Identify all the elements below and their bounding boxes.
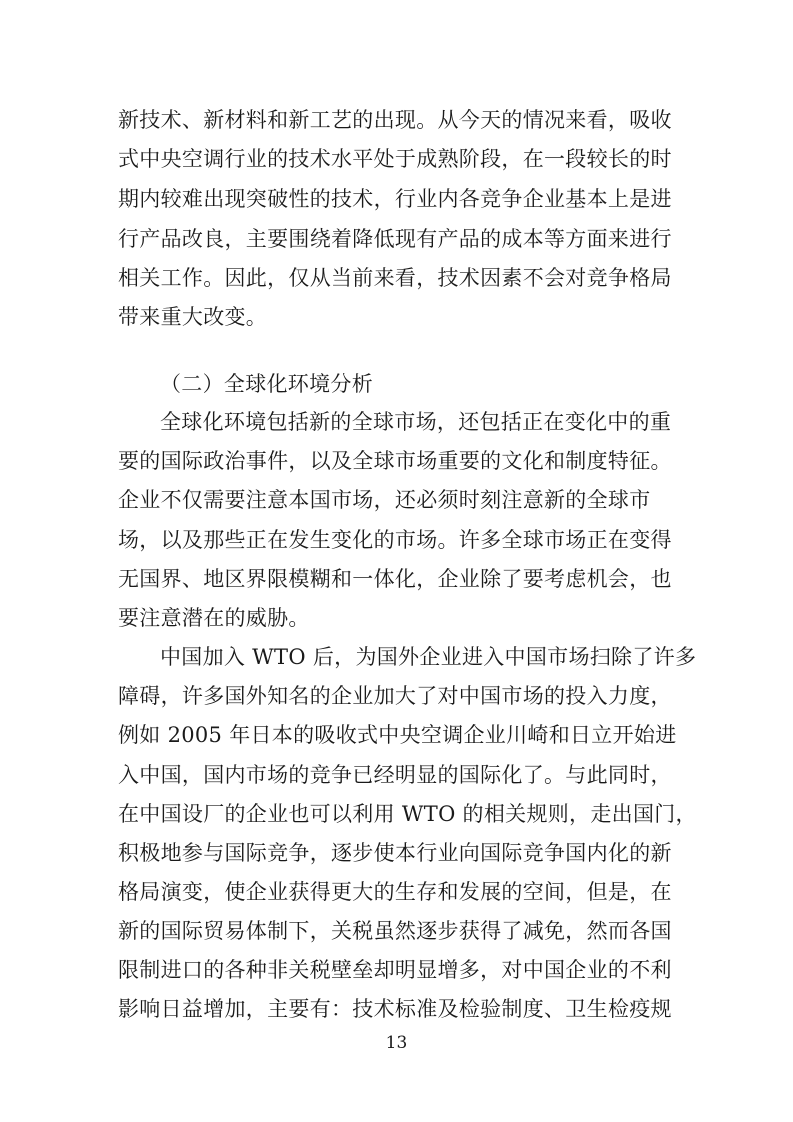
text-line: 入中国，国内市场的竞争已经明显的国际化了。与此同时， xyxy=(118,763,672,787)
text-line: 在中国设厂的企业也可以利用 WTO 的相关规则，走出国门， xyxy=(118,802,697,826)
text-line: 无国界、地区界限模糊和一体化，企业除了要考虑机会，也 xyxy=(118,567,672,591)
text-line: 企业不仅需要注意本国市场，还必须时刻注意新的全球市 xyxy=(118,488,651,512)
text-line: 行产品改良，主要围绕着降低现有产品的成本等方面来进行 xyxy=(118,227,672,251)
text-line: 期内较难出现突破性的技术，行业内各竞争企业基本上是进 xyxy=(118,187,672,211)
page-number: 13 xyxy=(385,1033,408,1053)
text-line: 影响日益增加，主要有：技术标准及检验制度、卫生检疫规 xyxy=(118,997,672,1021)
text-line: 例如 2005 年日本的吸收式中央空调企业川崎和日立开始进 xyxy=(118,723,677,747)
text-line: 新的国际贸易体制下，关税虽然逐步获得了减免，然而各国 xyxy=(118,919,672,943)
text-line: 带来重大改变。 xyxy=(118,305,268,329)
text-line: 全球化环境包括新的全球市场，还包括正在变化中的重 xyxy=(160,410,672,434)
text-line: 要注意潜在的威胁。 xyxy=(118,606,310,630)
text-line: 格局演变，使企业获得更大的生存和发展的空间，但是，在 xyxy=(118,880,672,904)
text-line: 新技术、新材料和新工艺的出现。从今天的情况来看，吸收 xyxy=(118,108,672,132)
text-line: 要的国际政治事件，以及全球市场重要的文化和制度特征。 xyxy=(118,449,672,473)
text-line: 中国加入 WTO 后，为国外企业进入中国市场扫除了许多 xyxy=(160,645,697,669)
section-heading: （二）全球化环境分析 xyxy=(160,372,373,396)
text-line: 限制进口的各种非关税壁垒却明显增多，对中国企业的不利 xyxy=(118,958,672,982)
text-line: 积极地参与国际竞争，逐步使本行业向国际竞争国内化的新 xyxy=(118,841,672,865)
text-line: 相关工作。因此，仅从当前来看，技术因素不会对竞争格局 xyxy=(118,266,672,290)
text-line: 式中央空调行业的技术水平处于成熟阶段，在一段较长的时 xyxy=(118,147,672,171)
text-line: 场，以及那些正在发生变化的市场。许多全球市场正在变得 xyxy=(118,528,672,552)
text-line: 障碍，许多国外知名的企业加大了对中国市场的投入力度， xyxy=(118,684,672,708)
